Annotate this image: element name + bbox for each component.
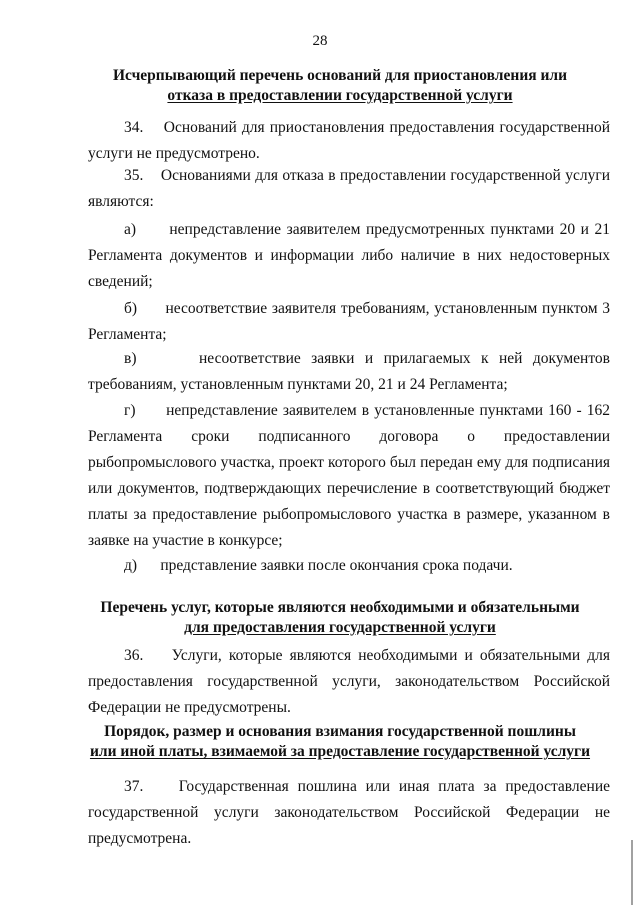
paragraph-36 [88, 643, 610, 721]
list-item [88, 217, 610, 295]
paragraph-34 [88, 115, 610, 167]
heading-line: Перечень услуг, которые являются необходимыми и обязательными [100, 599, 580, 616]
page-number: 28 [312, 33, 328, 49]
scan-edge-mark [631, 840, 633, 905]
list-item [88, 296, 610, 348]
list-marker: д) [124, 557, 138, 574]
section-heading-services [70, 598, 610, 638]
heading-line: Исчерпывающий перечень оснований для приостановления или [112, 67, 568, 84]
paragraph-text: Услуги, которые являются необходимыми и обязательными для предоставления государственной услуги, законодательством Российской Федерации не предусмотрены. [88, 647, 610, 716]
paragraph-number: 37. [124, 778, 144, 795]
list-marker: б) [124, 300, 138, 317]
paragraph-text: Основаниями для отказа в предоставлении государственной услуги являются: [88, 167, 610, 210]
heading-line: отказа в предоставлении государственной услуги [167, 87, 513, 104]
list-text: несоответствие заявителя требованиям, установленным пунктом 3 Регламента; [88, 300, 611, 343]
heading-line: или иной платы, взимаемой за предоставление государственной услуги [89, 743, 591, 760]
paragraph-number: 34. [124, 119, 144, 136]
section-heading-grounds [70, 66, 610, 106]
heading-line: для предоставления государственной услуги [184, 619, 496, 636]
heading-line: Порядок, размер и основания взимания государственной пошлины [104, 723, 576, 740]
paragraph-text: Государственная пошлина или иная плата за предоставление государственной услуги законодательством Российской Федерации не предусмотрена. [88, 778, 610, 847]
paragraph-35 [88, 163, 610, 215]
list-text: представление заявки после окончания срока подачи. [160, 557, 513, 574]
list-item [88, 553, 610, 579]
list-text: несоответствие заявки и прилагаемых к ней документов требованиям, установленным пунктами 20, 21 и 24 Регламента; [88, 350, 610, 393]
paragraph-number: 35. [124, 167, 144, 184]
list-marker: г) [124, 402, 136, 419]
list-marker: в) [124, 350, 137, 367]
section-heading-fee [70, 722, 610, 762]
list-text: непредставление заявителем в установленные пунктами 160 - 162 Регламента сроки подписанного договора о предоставлении рыбопромыслового участка, проект которого был передан ему для подписания или документов, подтверждающих перечисление в соответствующий бюджет платы за предоставление рыбопромыслового участка в размере, указанном в заявке на участие в конкурсе; [88, 402, 610, 549]
list-text: непредставление заявителем предусмотренных пунктами 20 и 21 Регламента документов и информации либо наличие в них недостоверных сведений; [88, 221, 610, 290]
paragraph-37 [88, 774, 610, 852]
list-marker: а) [124, 221, 137, 238]
list-item [88, 346, 610, 398]
list-item [88, 398, 610, 554]
paragraph-text: Оснований для приостановления предоставления государственной услуги не предусмотрено. [88, 119, 610, 162]
paragraph-number: 36. [124, 647, 144, 664]
